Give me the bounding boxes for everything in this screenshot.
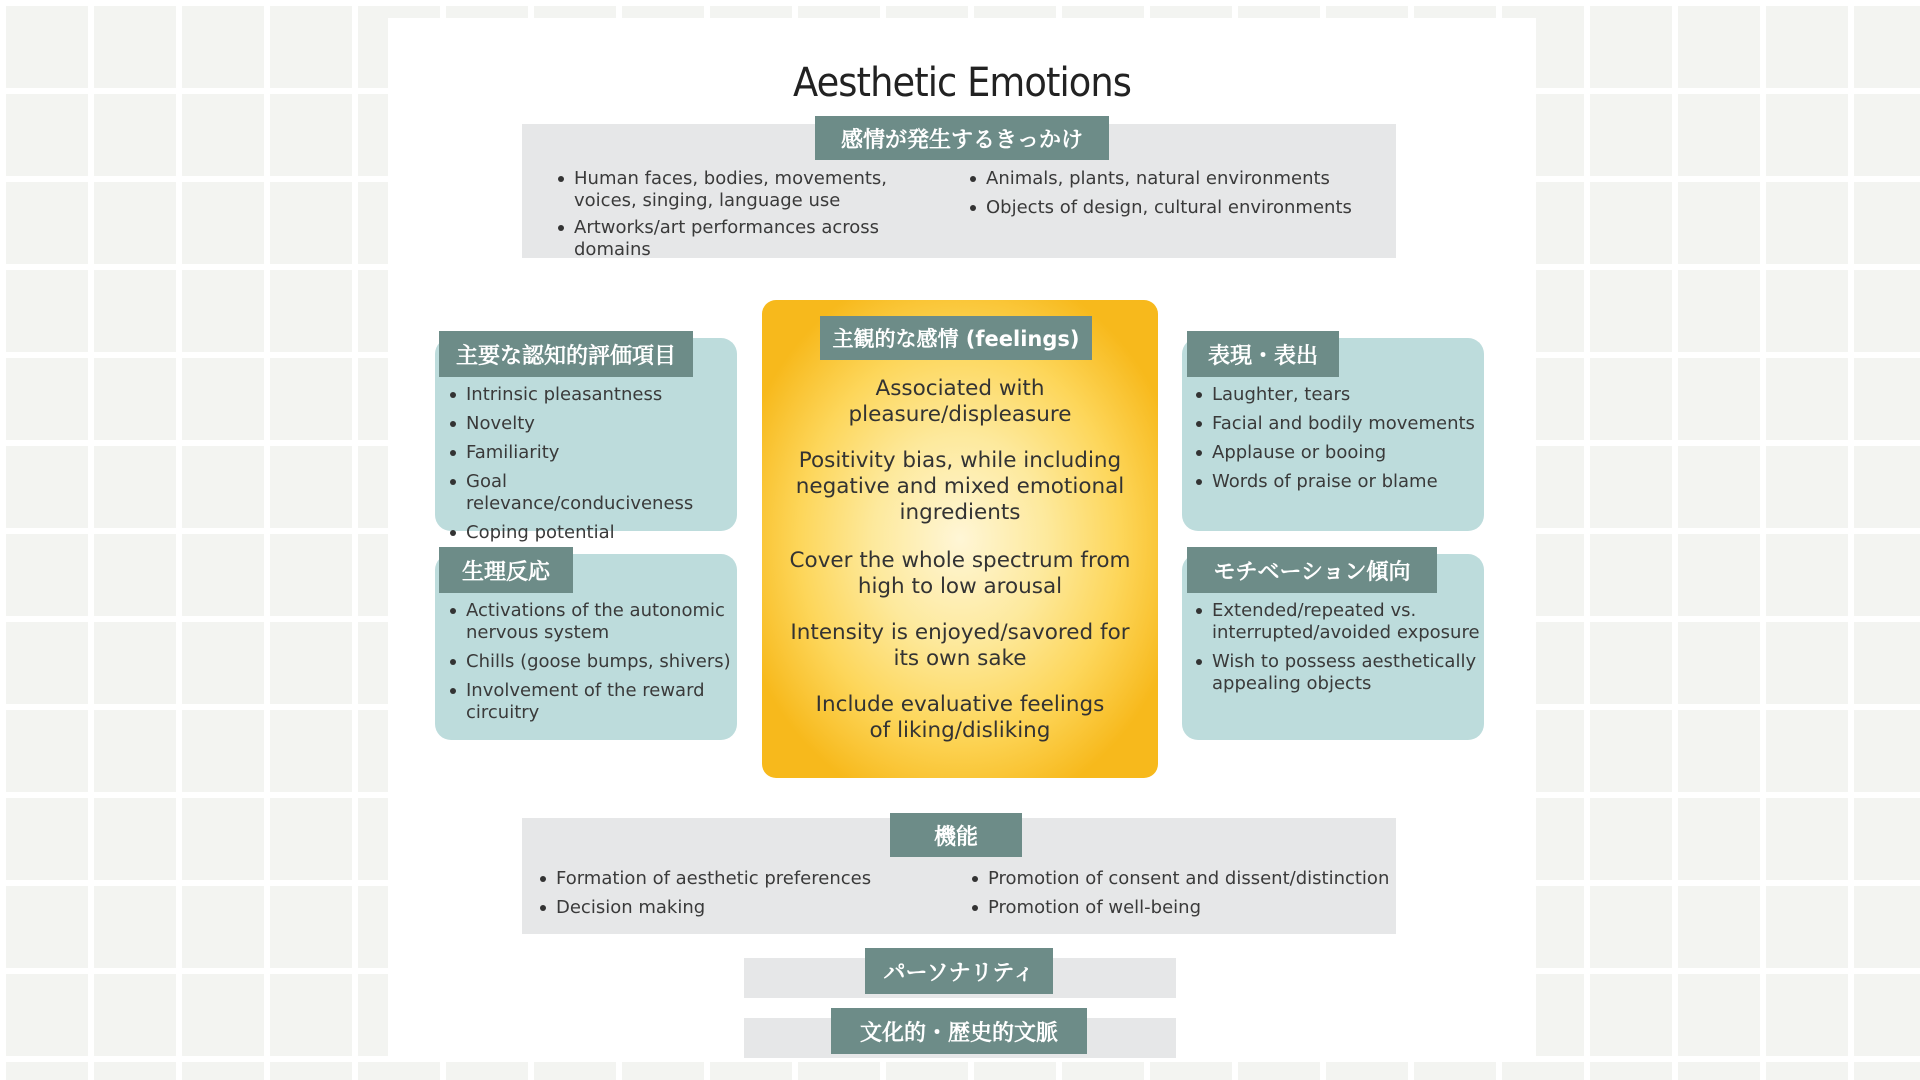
list-item: Intrinsic pleasantness: [448, 384, 738, 406]
feelings-item: Include evaluative feelings of liking/disliking: [815, 692, 1105, 743]
expression-tag: 表現・表出: [1187, 331, 1339, 377]
appraisal-list: [448, 384, 738, 551]
functions-list-left: [538, 868, 918, 926]
feelings-item: Associated with pleasure/displeasure: [848, 376, 1072, 427]
feelings-item: Cover the whole spectrum from high to low arousal: [789, 548, 1131, 599]
list-item: Animals, plants, natural environments: [968, 168, 1368, 190]
list-item: Familiarity: [448, 442, 738, 464]
list-item: Formation of aesthetic preferences: [538, 868, 918, 890]
feelings-item: Intensity is enjoyed/savored for its own sake: [790, 620, 1130, 671]
list-item: Human faces, bodies, movements, voices, singing, language use: [556, 168, 946, 212]
feelings-item: Positivity bias, while including negative and mixed emotional ingredients: [795, 448, 1125, 525]
list-item: Novelty: [448, 413, 738, 435]
list-item: Chills (goose bumps, shivers): [448, 651, 738, 673]
list-item: Artworks/art performances across domains: [556, 217, 946, 261]
list-item: Decision making: [538, 897, 918, 919]
diagram-canvas: [388, 18, 1536, 1062]
list-item: Goal relevance/conduciveness: [448, 471, 738, 515]
feelings-tag: 主観的な感情 (feelings): [820, 316, 1092, 360]
context-tag: 文化的・歴史的文脈: [831, 1008, 1087, 1054]
list-item: Promotion of well-being: [970, 897, 1390, 919]
triggers-list-left: [556, 168, 946, 268]
list-item: Objects of design, cultural environments: [968, 197, 1368, 219]
list-item: Activations of the autonomic nervous system: [448, 600, 738, 644]
list-item: Involvement of the reward circuitry: [448, 680, 738, 724]
functions-tag: 機能: [890, 813, 1022, 857]
functions-list-right: [970, 868, 1390, 926]
personality-tag: パーソナリティ: [865, 948, 1053, 994]
list-item: Applause or booing: [1194, 442, 1484, 464]
list-item: Words of praise or blame: [1194, 471, 1484, 493]
list-item: Extended/repeated vs. interrupted/avoided exposure: [1194, 600, 1490, 644]
list-item: Laughter, tears: [1194, 384, 1484, 406]
diagram-title: Aesthetic Emotions: [792, 60, 1132, 106]
triggers-tag: 感情が発生するきっかけ: [815, 116, 1109, 160]
physiology-list: [448, 600, 738, 731]
triggers-list-right: [968, 168, 1368, 226]
physiology-tag: 生理反応: [439, 547, 573, 593]
list-item: Promotion of consent and dissent/distinction: [970, 868, 1390, 890]
motivation-tag: モチベーション傾向: [1187, 547, 1437, 593]
list-item: Wish to possess aesthetically appealing objects: [1194, 651, 1490, 695]
motivation-list: [1194, 600, 1490, 702]
expression-list: [1194, 384, 1484, 500]
list-item: Facial and bodily movements: [1194, 413, 1484, 435]
appraisal-tag: 主要な認知的評価項目: [439, 331, 693, 377]
list-item: Coping potential: [448, 522, 738, 544]
feelings-panel: [762, 300, 1158, 778]
